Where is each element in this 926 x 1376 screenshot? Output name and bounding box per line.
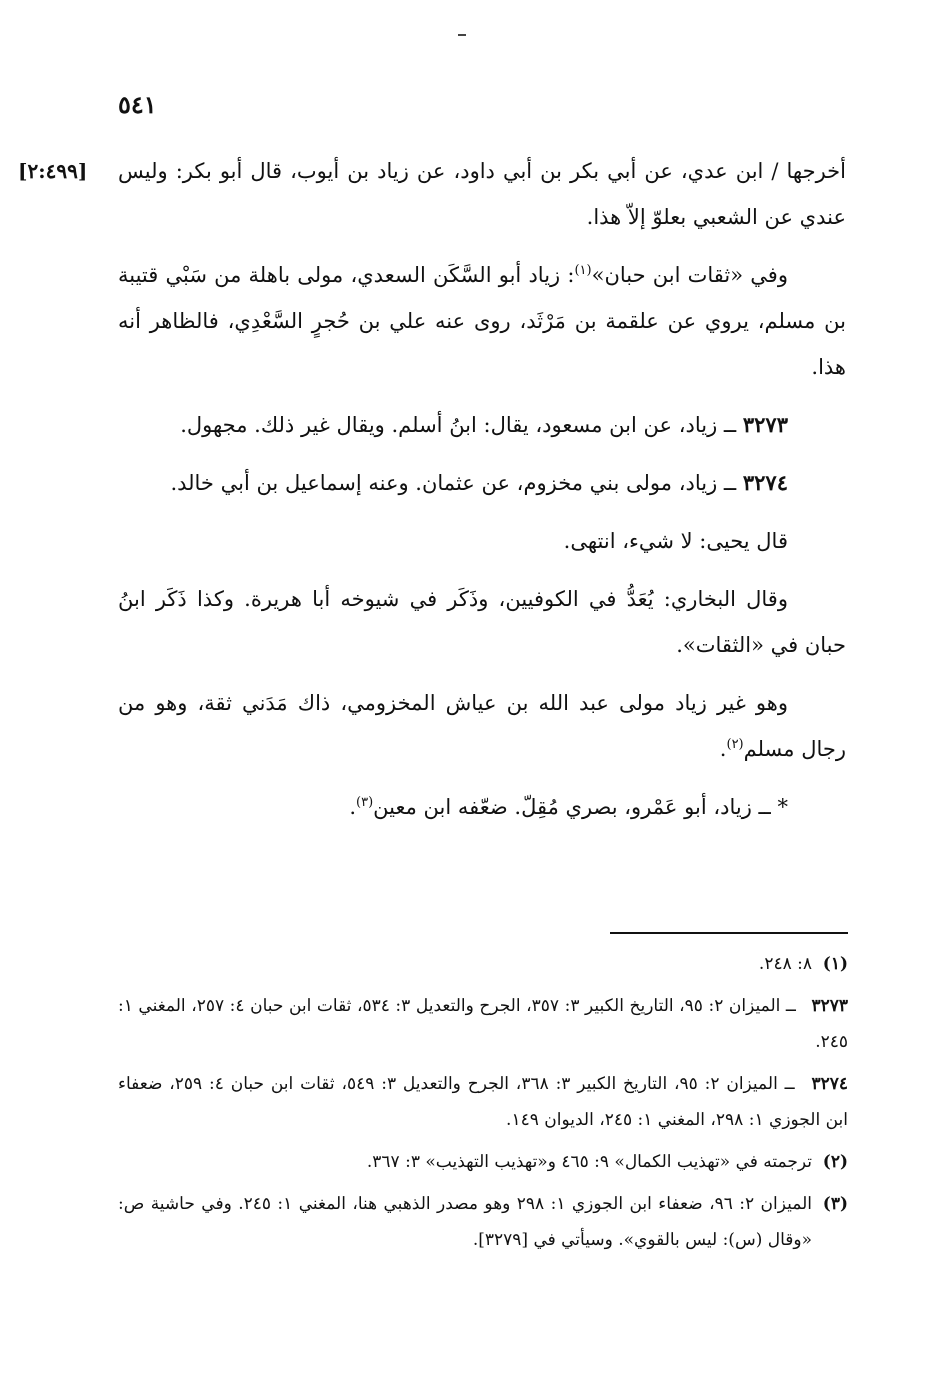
footnote-2: [118, 1144, 848, 1180]
footnote-3273: [118, 988, 848, 1060]
footnote-text: ٨: ٢٤٨.: [758, 954, 812, 974]
paragraph-lead: وفي «ثقات ابن حبان»: [591, 263, 788, 287]
footnote-3274: [118, 1066, 848, 1138]
entry-text: ــ زياد، مولى بني مخزوم، عن عثمان. وعنه إسماعيل بن أبي خالد.: [170, 471, 743, 495]
paragraph-text: أخرجها / ابن عدي، عن أبي بكر بن أبي داود، عن زياد بن أيوب، قال أبو بكر: وليس عندي عن الشعبي بعلوّ إلاّ هذا.: [118, 159, 846, 229]
footnote-mark: (٢): [822, 1152, 848, 1172]
entry-3273: [118, 402, 846, 448]
paragraph-text: .: [349, 795, 357, 819]
paragraph-text: .: [719, 737, 727, 761]
paragraph-distinction: [118, 680, 846, 772]
footnote-1: [118, 946, 848, 982]
margin-reference: [٢:٤٩٩]: [18, 159, 88, 183]
paragraph-text: قال يحيى: لا شيء، انتهى.: [563, 529, 788, 553]
paragraph-bukhari: [118, 576, 846, 668]
footnote-text: ــ الميزان ٢: ٩٥، التاريخ الكبير ٣: ٣٥٧، الجرح والتعديل ٣: ٥٣٤، ثقات ابن حبان ٤: ٢٥٧، المغني ١: ٢٤٥.: [118, 996, 848, 1052]
footnote-mark: ٣٢٧٣: [811, 996, 848, 1016]
entry-number: ٣٢٧٤: [742, 470, 788, 495]
footnote-text: ــ الميزان ٢: ٩٥، التاريخ الكبير ٣: ٣٦٨، الجرح والتعديل ٣: ٥٤٩، ثقات ابن حبان ٤: ٢٥٩، ضعفاء ابن الجوزي ١: ٢٩٨، المغني ١: ٢٤٥، الديوان ١٤٩.: [118, 1074, 848, 1130]
paragraph-yahya: [118, 518, 846, 564]
top-mark: [458, 34, 466, 36]
footnote-mark: (١): [822, 954, 848, 974]
footnote-mark: ٣٢٧٤: [811, 1074, 848, 1094]
footnote-text: الميزان ٢: ٩٦، ضعفاء ابن الجوزي ١: ٢٩٨ وهو مصدر الذهبي هنا، المغني ١: ٢٤٥. وفي حاشية ص: «وقال (س): ليس بالقوي». وسيأتي في [٣٢٧٩].: [118, 1194, 812, 1250]
footnote-3: [118, 1186, 848, 1258]
paragraph-takhrij: [18, 148, 846, 240]
entry-text: ــ زياد، عن ابن مسعود، يقال: ابنُ أسلم. ويقال غير ذلك. مجهول.: [180, 413, 743, 437]
entry-star-ziyad: [118, 784, 846, 830]
main-text: [18, 148, 846, 842]
entry-number: ٣٢٧٣: [742, 412, 788, 437]
paragraph-text: وقال البخاري: يُعَدُّ في الكوفيين، وذَكَر في شيوخه أبا هريرة. وكذا ذَكَر ابنُ حبان في «الثقات».: [118, 587, 846, 657]
footnote-mark: (٣): [822, 1194, 848, 1214]
page-number: ٥٤١: [118, 90, 157, 119]
paragraph-text: : زياد أبو السَّكَن السعدي، مولى باهلة من سَبْي قتيبة بن مسلم، يروي عن علقمة بن مَرْثَد، روى عنه علي بن حُجرٍ السَّعْدِي، فالظاهر أنه هذا.: [118, 263, 846, 379]
footnote-marker: (٣): [356, 795, 374, 810]
entry-3274: [118, 460, 846, 506]
footnote-text: ترجمته في «تهذيب الكمال» ٩: ٤٦٥ و«تهذيب التهذيب» ٣: ٣٦٧.: [366, 1152, 812, 1172]
paragraph-lead: وهو غير زياد مولى عبد الله بن عياش المخزومي، ذاك مَدَني ثقة، وهو من رجال مسلم: [118, 691, 846, 761]
paragraph-lead: * ــ زياد، أبو عَمْرو، بصري مُقِلّ. ضعّفه ابن معين: [373, 795, 788, 819]
footnote-marker: (١): [574, 263, 592, 278]
paragraph-thiqat: [118, 252, 846, 390]
footnotes-section: [118, 946, 848, 1264]
footnote-marker: (٢): [726, 737, 744, 752]
footnote-divider: [610, 932, 848, 934]
